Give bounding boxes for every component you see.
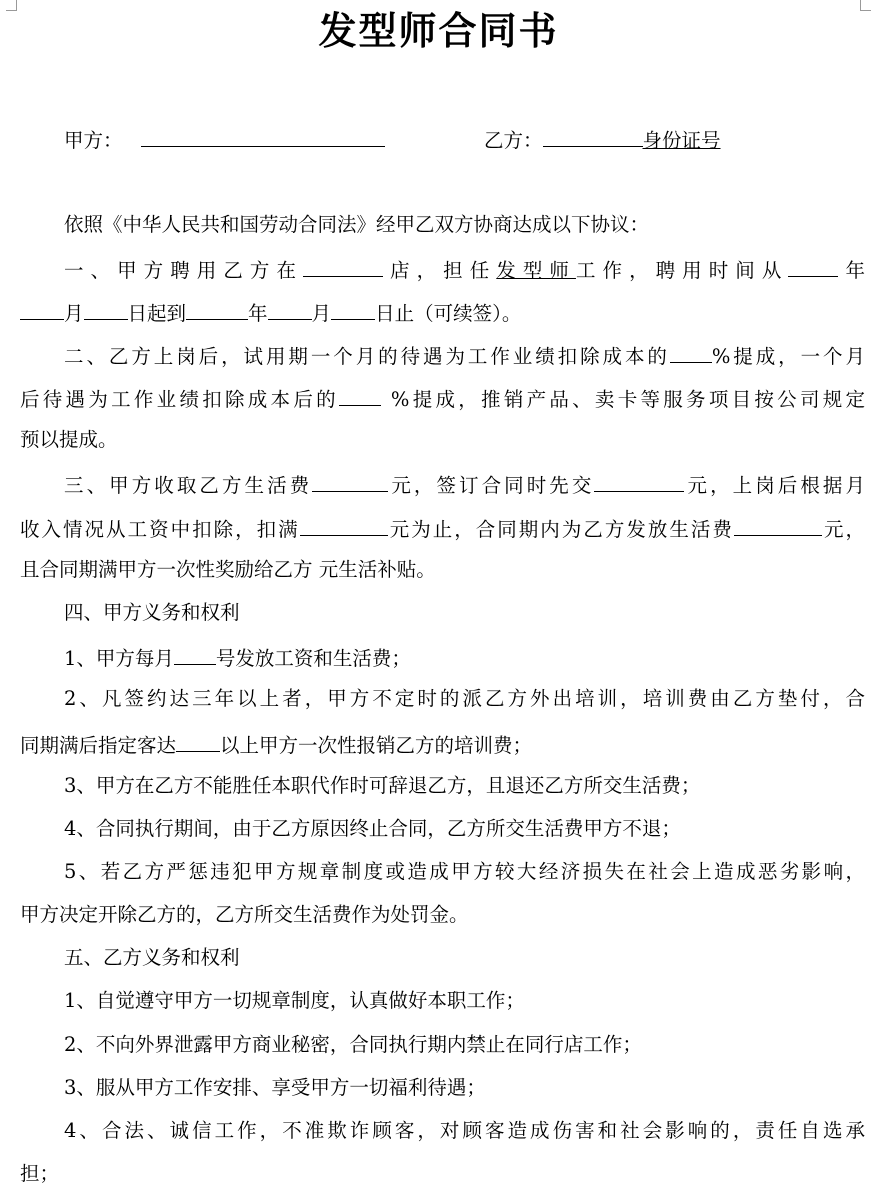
clause-1-start-month-blank xyxy=(20,298,64,320)
customer-count-blank xyxy=(176,730,220,752)
clause-3-line-1 xyxy=(64,470,865,499)
clause-1-position: 发型师 xyxy=(496,259,576,282)
party-a-row xyxy=(64,125,385,154)
clause-1-text-e: 年 xyxy=(838,259,865,282)
section-4-heading: 四、甲方义务和权利 xyxy=(64,601,240,624)
clause-3-text-f: 元， xyxy=(821,518,865,541)
clause-1-end-month-blank xyxy=(268,298,312,320)
intro-line: 依照《中华人民共和国劳动合同法》经甲乙双方协商达成以下协议： xyxy=(64,213,650,236)
clause-3-fee-blank xyxy=(312,470,388,492)
section-4-item-5-line-1: 5、若乙方严惩违犯甲方规章制度或造成甲方较大经济损失在社会上造成恶劣影响， xyxy=(64,860,865,883)
section-4-item-1-text-b: 号发放工资和生活费； xyxy=(215,647,411,670)
section-5-item-1: 1、自觉遵守甲方一切规章制度，认真做好本职工作； xyxy=(64,989,525,1012)
clause-1-start-day-blank xyxy=(84,298,128,320)
section-4-item-3: 3、甲方在乙方不能胜任本职代作时可辞退乙方，且退还乙方所交生活费； xyxy=(64,774,701,797)
party-b-label: 乙方： xyxy=(484,129,543,152)
section-5-item-4-line-2: 担； xyxy=(20,1162,60,1185)
clause-1-end-year-blank xyxy=(186,298,248,320)
clause-1-text-f: 月 xyxy=(64,302,84,325)
clause-2-line-3: 预以提成。 xyxy=(20,428,118,451)
clause-1-text-h: 年 xyxy=(248,302,268,325)
clause-1-text-b: 店，担任 xyxy=(383,259,497,282)
party-a-blank xyxy=(141,125,385,147)
clause-1-text-j: 日止（可续签）。 xyxy=(375,302,522,325)
clause-1-text-d: 工作，聘用时间从 xyxy=(575,259,789,282)
clause-2-text-d: %提成，推销产品、卖卡等服务项目按公司规定 xyxy=(390,388,865,411)
clause-3-line-2 xyxy=(20,514,865,543)
clause-2-text-a: 二、乙方上岗后，试用期一个月的待遇为工作业绩扣除成本的 xyxy=(64,345,670,368)
clause-2-trial-rate-blank xyxy=(670,341,712,363)
section-5-item-4-line-1: 4、合法、诚信工作，不准欺诈顾客，对顾客造成伤害和社会影响的，责任自选承 xyxy=(64,1119,865,1142)
clause-3-text-a: 三、甲方收取乙方生活费 xyxy=(64,474,313,497)
section-4-item-2-text-b: 同期满后指定客达 xyxy=(20,734,177,757)
clause-2-line-1 xyxy=(64,341,865,370)
clause-1-store-blank xyxy=(303,255,383,277)
payday-blank xyxy=(174,643,216,665)
section-4-item-2-line-1: 2、凡签约达三年以上者，甲方不定时的派乙方外出培训，培训费由乙方垫付，合 xyxy=(64,687,865,710)
section-4-item-2-text-c: 以上甲方一次性报销乙方的培训费； xyxy=(220,734,533,757)
clause-1-end-day-blank xyxy=(331,298,375,320)
party-b-blank xyxy=(543,125,643,147)
section-4-item-1-text-a: 1、甲方每月 xyxy=(64,647,174,670)
clause-1-line-1 xyxy=(64,255,865,284)
party-b-row xyxy=(484,125,721,154)
clause-3-text-e: 元为止，合同期内为乙方发放生活费 xyxy=(387,518,734,541)
clause-1-start-year-blank xyxy=(788,255,838,277)
clause-1-text-g: 日起到 xyxy=(127,302,187,325)
section-4-item-2-line-2 xyxy=(20,730,865,759)
clause-3-line-3: 且合同期满甲方一次性奖励给乙方 元生活补贴。 xyxy=(20,558,436,581)
section-4-item-4: 4、合同执行期间，由于乙方原因终止合同，乙方所交生活费甲方不退； xyxy=(64,817,681,840)
clause-1-text-i: 月 xyxy=(311,302,332,325)
clause-1-line-2 xyxy=(20,298,865,327)
section-5-item-3: 3、服从甲方工作安排、享受甲方一切福利待遇； xyxy=(64,1076,486,1099)
clause-2-text-c: 后待遇为工作业绩扣除成本后的 xyxy=(20,388,339,411)
section-4-item-1 xyxy=(64,643,865,672)
clause-3-text-c: 元，上岗后根据月 xyxy=(684,474,865,497)
section-5-heading: 五、乙方义务和权利 xyxy=(64,946,240,969)
clause-2-text-b: %提成，一个月 xyxy=(711,345,865,368)
section-4-item-5-line-2: 甲方决定开除乙方的，乙方所交生活费作为处罚金。 xyxy=(20,903,469,926)
clause-3-text-d: 收入情况从工资中扣除，扣满 xyxy=(20,518,300,541)
document-title: 发型师合同书 xyxy=(318,9,559,53)
clause-3-text-b: 元，签订合同时先交 xyxy=(388,474,595,497)
clause-2-line-2 xyxy=(20,384,865,413)
clause-2-rate-blank xyxy=(339,384,381,406)
clause-1-text-a: 一、甲方聘用乙方在 xyxy=(64,259,303,282)
section-5-item-2: 2、不向外界泄露甲方商业秘密，合同执行期内禁止在同行店工作； xyxy=(64,1033,642,1056)
clause-3-prepay-blank xyxy=(594,470,684,492)
party-b-id-label: 身份证号 xyxy=(642,129,721,152)
clause-3-deduct-blank xyxy=(300,514,388,536)
clause-3-allowance-blank xyxy=(734,514,822,536)
party-a-label: 甲方： xyxy=(64,129,123,152)
